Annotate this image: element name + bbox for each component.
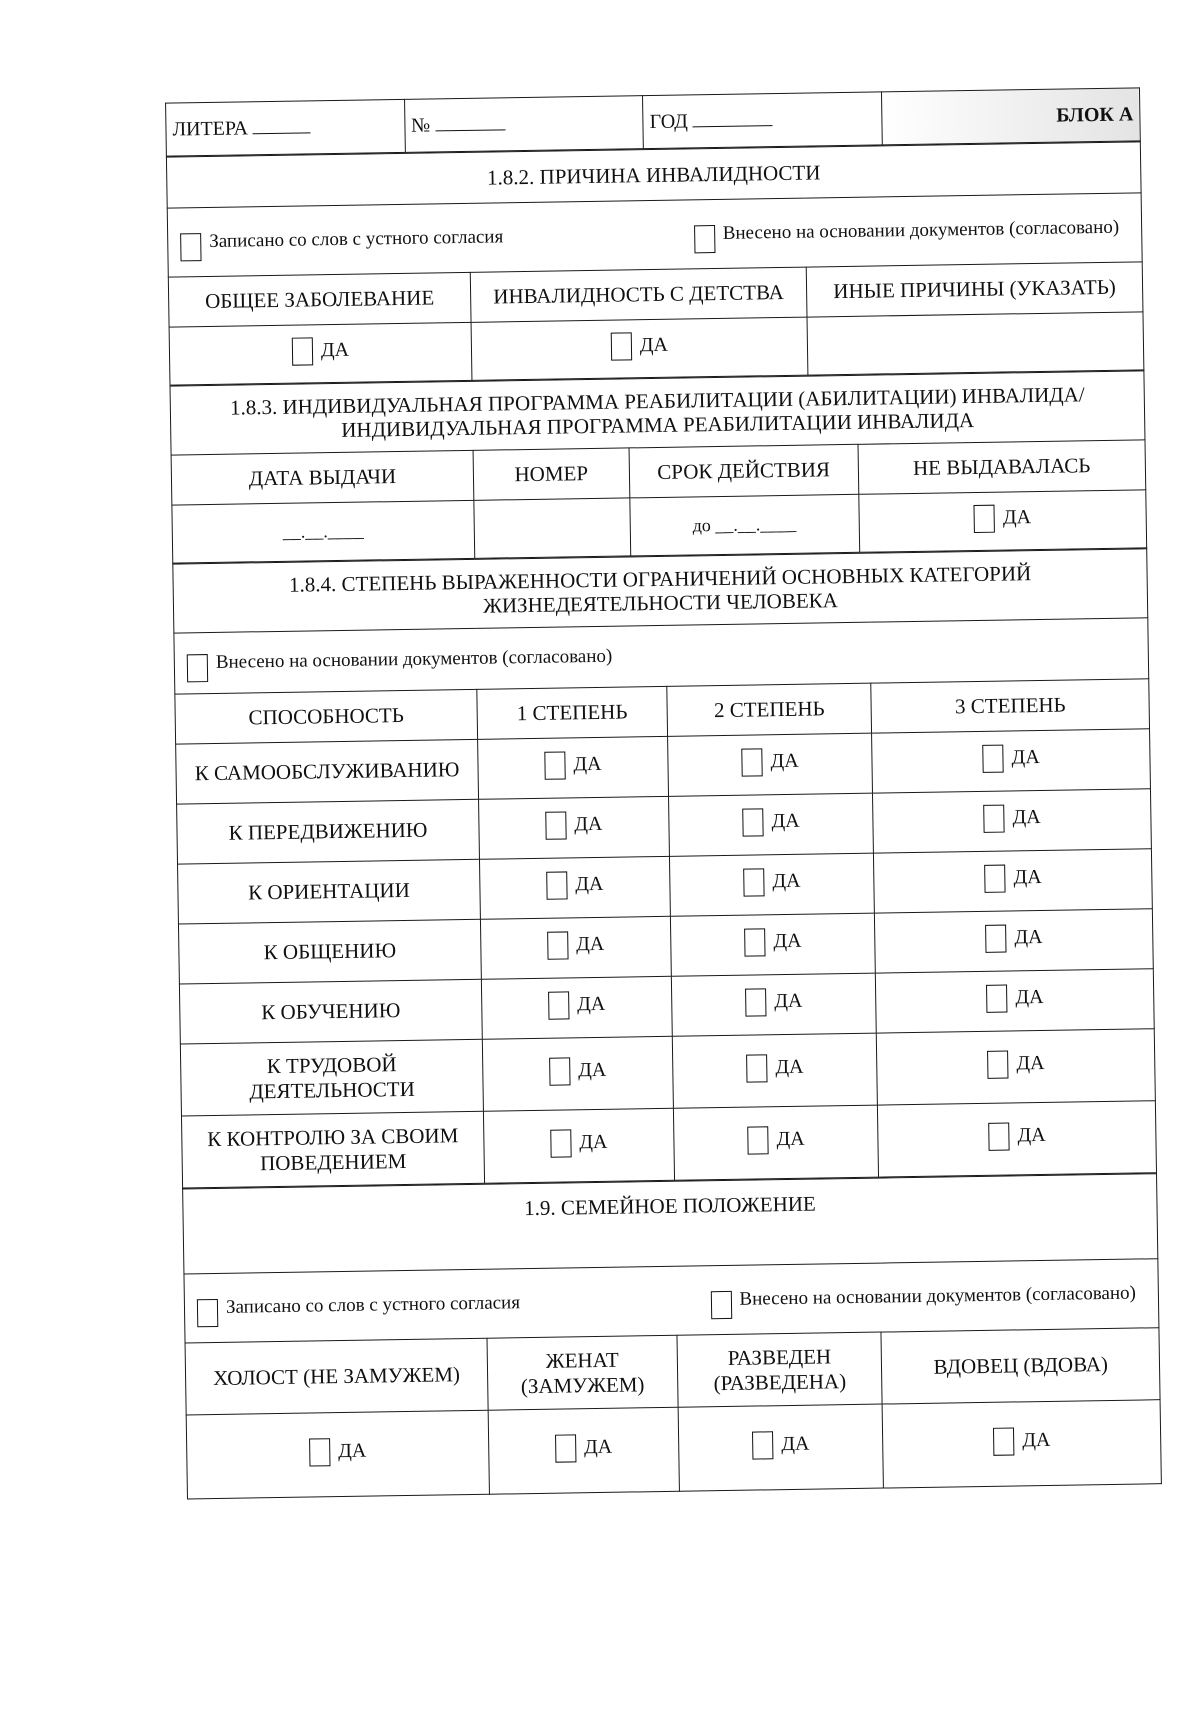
deg2-yes[interactable] (745, 988, 803, 1017)
yes-label: ДА (579, 1131, 608, 1154)
deg1-checkbox[interactable] (545, 811, 566, 839)
limits-col-deg3: 3 СТЕПЕНЬ (871, 679, 1149, 733)
marital-title: 1.9. СЕМЕЙНОЕ ПОЛОЖЕНИЕ (183, 1174, 1158, 1274)
marital-docs-checkbox[interactable] (710, 1291, 731, 1319)
year-blank[interactable] (693, 125, 773, 127)
deg3-checkbox[interactable] (983, 804, 1004, 832)
yes-label: ДА (1013, 866, 1042, 889)
yes-label: ДА (639, 334, 669, 357)
deg1-checkbox[interactable] (544, 751, 565, 779)
program-number-input[interactable] (474, 498, 631, 558)
cause-general-cell (169, 322, 472, 385)
deg1-yes[interactable] (550, 1129, 608, 1158)
yes-label: ДА (320, 339, 350, 362)
yes-label: ДА (772, 870, 801, 893)
program-not-issued-checkbox[interactable] (974, 505, 995, 533)
married-checkbox[interactable] (555, 1434, 576, 1462)
cause-table (166, 141, 1144, 385)
program-col-term: СРОК ДЕЙСТВИЯ (629, 444, 859, 498)
program-col-number: НОМЕР (473, 448, 630, 500)
marital-col-married: ЖЕНАТ (ЗАМУЖЕМ) (487, 1335, 678, 1410)
deg1-yes[interactable] (549, 1057, 607, 1086)
yes-label: ДА (1017, 1124, 1046, 1147)
deg2-yes[interactable] (746, 1054, 804, 1083)
deg1-yes[interactable] (547, 931, 605, 960)
deg1-checkbox[interactable] (549, 1057, 570, 1085)
limits-row-label: К ОБУЧЕНИЮ (179, 979, 482, 1044)
marital-col-single: ХОЛОСТ (НЕ ЗАМУЖЕМ) (185, 1338, 488, 1415)
limits-col-deg1: 1 СТЕПЕНЬ (477, 686, 668, 739)
yes-label: ДА (574, 813, 603, 836)
year-cell[interactable] (643, 92, 882, 149)
cause-oral-option[interactable] (180, 226, 503, 261)
deg3-checkbox[interactable] (984, 864, 1005, 892)
litera-label: ЛИТЕРА (172, 116, 249, 141)
program-date-input[interactable]: __.__.____ (172, 500, 475, 563)
program-term-value[interactable]: __.__.____ (715, 513, 797, 536)
cause-general-checkbox[interactable] (292, 337, 313, 365)
deg3-yes[interactable] (982, 744, 1040, 773)
yes-label: ДА (773, 930, 802, 953)
cause-childhood-checkbox[interactable] (611, 332, 632, 360)
yes-label: ДА (577, 1059, 607, 1082)
form-sheet (165, 87, 1162, 1499)
limits-table (172, 548, 1157, 1188)
yes-label: ДА (338, 1440, 367, 1463)
limits-docs-option[interactable] (187, 646, 613, 683)
deg3-yes[interactable] (985, 924, 1043, 953)
yes-label: ДА (576, 993, 606, 1016)
yes-label: ДА (1012, 806, 1041, 829)
deg1-checkbox[interactable] (548, 991, 569, 1019)
number-label: № (410, 113, 431, 137)
limits-docs-checkbox[interactable] (187, 654, 208, 682)
yes-label: ДА (1002, 506, 1032, 529)
deg1-checkbox[interactable] (546, 871, 567, 899)
cause-title: 1.8.2. ПРИЧИНА ИНВАЛИДНОСТИ (166, 142, 1141, 208)
yes-label: ДА (1014, 926, 1043, 949)
yes-label: ДА (575, 873, 604, 896)
deg1-yes[interactable] (548, 991, 606, 1020)
cause-docs-option[interactable] (694, 216, 1132, 253)
deg3-yes[interactable] (988, 1122, 1046, 1151)
limits-col-deg2: 2 СТЕПЕНЬ (667, 683, 872, 736)
cause-oral-checkbox[interactable] (180, 233, 201, 261)
deg3-checkbox[interactable] (988, 1122, 1009, 1150)
deg2-yes[interactable] (741, 748, 799, 777)
deg2-checkbox[interactable] (745, 988, 766, 1016)
deg2-checkbox[interactable] (744, 928, 765, 956)
yes-label: ДА (775, 1056, 804, 1079)
deg1-checkbox[interactable] (550, 1129, 571, 1157)
deg3-yes[interactable] (983, 804, 1041, 833)
cause-oral-label: Записано со слов с устного согласия (209, 226, 504, 252)
program-not-issued-cell (858, 490, 1146, 553)
limits-row-label: К ОБЩЕНИЮ (178, 919, 481, 984)
limits-row-label: К КОНТРОЛЮ ЗА СВОИМ ПОВЕДЕНИЕМ (181, 1111, 484, 1188)
yes-label: ДА (774, 990, 803, 1013)
marital-docs-label: Внесено на основании документов (согласовано) (739, 1282, 1137, 1310)
marital-oral-option[interactable] (197, 1292, 520, 1327)
program-not-issued-yes[interactable] (974, 504, 1032, 533)
deg3-checkbox[interactable] (982, 744, 1003, 772)
deg2-checkbox[interactable] (746, 1054, 767, 1082)
deg2-yes[interactable] (743, 868, 801, 897)
deg1-yes[interactable] (546, 871, 604, 900)
yes-label: ДА (771, 810, 800, 833)
yes-label: ДА (776, 1128, 805, 1151)
marital-col-widowed: ВДОВЕЦ (ВДОВА) (881, 1328, 1160, 1404)
cause-docs-label: Внесено на основании документов (согласовано) (722, 216, 1120, 244)
number-blank[interactable] (435, 129, 505, 131)
program-title: 1.8.3. ИНДИВИДУАЛЬНАЯ ПРОГРАММА РЕАБИЛИТАЦИИ (АБИЛИТАЦИИ) ИНВАЛИДА/ИНДИВИДУАЛЬНАЯ ПРОГРАММА РЕАБИЛИТАЦИИ ИНВАЛИДА (170, 371, 1145, 455)
yes-label: ДА (1022, 1429, 1051, 1452)
yes-label: ДА (1015, 986, 1044, 1009)
deg2-checkbox[interactable] (742, 808, 763, 836)
deg2-checkbox[interactable] (741, 748, 762, 776)
program-term-cell[interactable] (630, 494, 860, 556)
deg1-checkbox[interactable] (547, 931, 568, 959)
yes-label: ДА (770, 750, 799, 773)
deg3-checkbox[interactable] (986, 984, 1007, 1012)
cause-col-childhood: ИНВАЛИДНОСТЬ С ДЕТСТВА (470, 267, 807, 322)
deg2-checkbox[interactable] (747, 1126, 768, 1154)
number-cell[interactable] (404, 96, 643, 153)
program-term-prefix: до (692, 515, 711, 536)
limits-row-label: К САМООБСЛУЖИВАНИЮ (176, 739, 479, 804)
limits-docs-label: Внесено на основании документов (согласовано) (215, 645, 613, 673)
widowed-yes[interactable] (993, 1427, 1051, 1456)
deg2-yes[interactable] (742, 808, 800, 837)
cause-other-input[interactable] (807, 312, 1144, 375)
marital-table (182, 1173, 1162, 1499)
deg3-yes[interactable] (984, 864, 1042, 893)
deg2-checkbox[interactable] (743, 868, 764, 896)
program-col-date: ДАТА ВЫДАЧИ (171, 450, 474, 505)
yes-label: ДА (573, 753, 602, 776)
marital-col-divorced: РАЗВЕДЕН (РАЗВЕДЕНА) (677, 1332, 883, 1407)
cause-col-general: ОБЩЕЕ ЗАБОЛЕВАНИЕ (168, 272, 471, 327)
deg3-yes[interactable] (986, 984, 1044, 1013)
widowed-checkbox[interactable] (993, 1427, 1014, 1455)
litera-blank[interactable] (253, 132, 311, 134)
limits-col-ability: СПОСОБНОСТЬ (175, 689, 478, 744)
yes-label: ДА (576, 933, 605, 956)
deg2-yes[interactable] (747, 1126, 805, 1155)
yes-label: ДА (1016, 1052, 1045, 1075)
limits-row-label: К ПЕРЕДВИЖЕНИЮ (177, 799, 480, 864)
yes-label: ДА (583, 1436, 613, 1459)
cause-docs-checkbox[interactable] (694, 225, 715, 253)
deg3-yes[interactable] (987, 1050, 1045, 1079)
litera-cell[interactable] (166, 99, 405, 156)
cause-childhood-cell (471, 317, 808, 380)
deg2-yes[interactable] (744, 928, 802, 957)
yes-label: ДА (781, 1433, 810, 1456)
deg3-checkbox[interactable] (987, 1050, 1008, 1078)
limits-row-label: К ОРИЕНТАЦИИ (178, 859, 481, 924)
limits-rows (176, 729, 1157, 1188)
divorced-checkbox[interactable] (752, 1431, 773, 1459)
limits-title: 1.8.4. СТЕПЕНЬ ВЫРАЖЕННОСТИ ОГРАНИЧЕНИЙ ОСНОВНЫХ КАТЕГОРИЙ ЖИЗНЕДЕЯТЕЛЬНОСТИ ЧЕЛОВЕКА (173, 549, 1148, 633)
cause-col-other: ИНЫЕ ПРИЧИНЫ (УКАЗАТЬ) (806, 262, 1143, 317)
block-label: БЛОК А (881, 88, 1140, 145)
cause-general-yes[interactable] (292, 337, 350, 366)
marital-oral-label: Записано со слов с устного согласия (225, 1292, 521, 1318)
program-col-not-issued: НЕ ВЫДАВАЛАСЬ (858, 440, 1146, 495)
single-yes[interactable] (309, 1438, 367, 1467)
cause-childhood-yes[interactable] (611, 332, 669, 361)
single-checkbox[interactable] (309, 1438, 330, 1466)
marital-docs-option[interactable] (710, 1282, 1148, 1319)
yes-label: ДА (1011, 746, 1040, 769)
year-label: ГОД (649, 109, 688, 133)
deg1-yes[interactable] (545, 811, 603, 840)
deg1-yes[interactable] (544, 751, 602, 780)
deg3-checkbox[interactable] (985, 924, 1006, 952)
married-yes[interactable] (555, 1434, 613, 1463)
limits-row-label: К ТРУДОВОЙ ДЕЯТЕЛЬНОСТИ (180, 1039, 483, 1116)
marital-oral-checkbox[interactable] (197, 1299, 218, 1327)
divorced-yes[interactable] (752, 1431, 810, 1460)
program-table (170, 370, 1148, 563)
